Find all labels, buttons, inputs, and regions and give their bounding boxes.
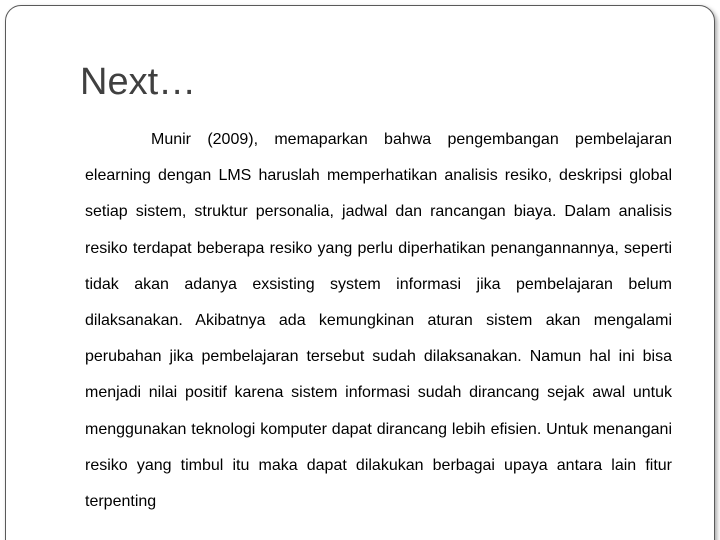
slide-title: Next… (80, 61, 197, 103)
body-paragraph: Munir (2009), memaparkan bahwa pengembangan pembelajaran elearning dengan LMS haruslah memperhatikan analisis resiko, deskripsi global setiap sistem, struktur personalia, jadwal dan rancangan biaya. Dalam analisis resiko terdapat beberapa resiko yang perlu diperhatikan penangannannya, seperti tidak akan adanya exsisting system informasi jika pembelajaran belum dilaksanakan. Akibatnya ada kemungkinan aturan sistem akan mengalami perubahan jika pembelajaran tersebut sudah dilaksanakan. Namun hal ini bisa menjadi nilai positif karena sistem informasi sudah dirancang sejak awal untuk menggunakan teknologi komputer dapat dirancang lebih efisien. Untuk menangani resiko yang timbul itu maka dapat dilakukan berbagai upaya antara lain fitur terpenting (85, 131, 672, 511)
